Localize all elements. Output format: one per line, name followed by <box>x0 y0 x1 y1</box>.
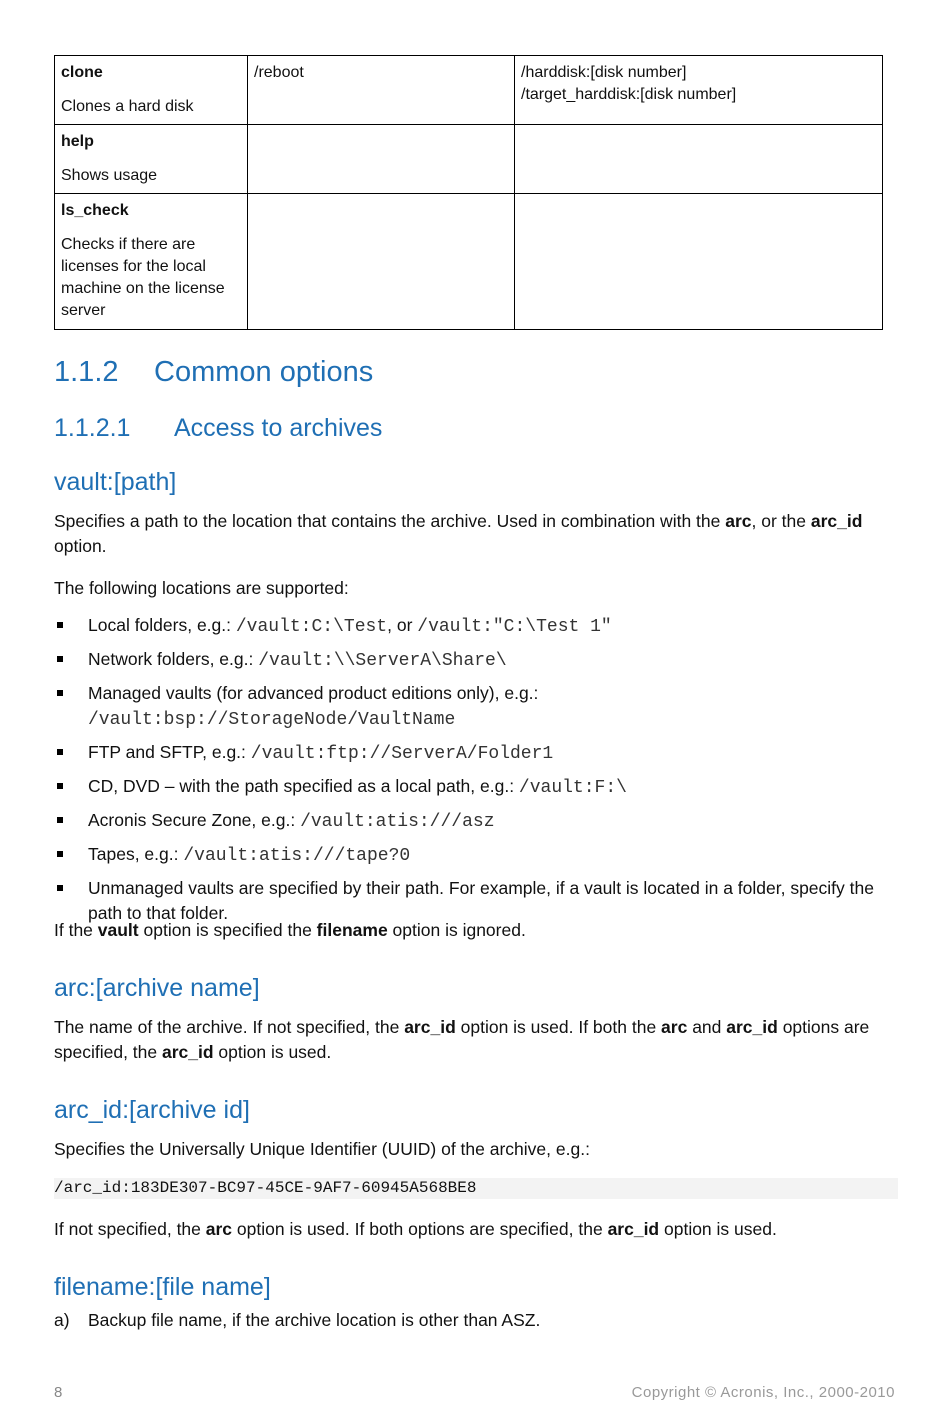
list-item: FTP and SFTP, e.g.: /vault:ftp://ServerA/Folder1 <box>54 740 894 767</box>
vault-description: Specifies a path to the location that contains the archive. Used in combination with the arc, or the arc_id option. <box>54 511 863 556</box>
item-label: a) <box>54 1310 70 1330</box>
table-row <box>55 194 883 330</box>
command-description: Clones a hard disk <box>61 98 194 115</box>
command-name: ls_check <box>61 202 129 219</box>
parameter-text: /reboot <box>254 64 304 81</box>
parameters-cell <box>248 56 515 125</box>
command-description: Checks if there are licenses for the local machine on the license server <box>61 236 225 319</box>
section-number: 1.1.2 <box>54 356 119 388</box>
arc-heading: arc:[archive name] <box>54 974 260 1002</box>
parameters-cell <box>248 125 515 194</box>
vault-heading: vault:[path] <box>54 468 177 496</box>
subsection-title: Access to archives <box>174 414 383 442</box>
list-item: CD, DVD – with the path specified as a local path, e.g.: /vault:F:\ <box>54 774 894 801</box>
list-item: Network folders, e.g.: /vault:\\ServerA\Share\ <box>54 647 894 674</box>
code-example: /arc_id:183DE307-BC97-45CE-9AF7-60945A568BE8 <box>54 1178 898 1199</box>
option-text: /harddisk:[disk number] <box>521 64 687 81</box>
arc-id-description: Specifies the Universally Unique Identifier (UUID) of the archive, e.g.: <box>54 1139 590 1159</box>
command-description: Shows usage <box>61 167 158 184</box>
command-name: help <box>61 133 94 150</box>
subsection-number: 1.1.2.1 <box>54 414 131 442</box>
list-item: Managed vaults (for advanced product editions only), e.g.: /vault:bsp://StorageNode/VaultName <box>54 681 894 733</box>
list-item: Unmanaged vaults are specified by their path. For example, if a vault is located in a folder, specify the path to that folder. <box>54 876 894 926</box>
subsection-heading <box>54 414 382 443</box>
locations-list <box>54 613 894 933</box>
filename-list-item <box>54 1308 540 1333</box>
table-row <box>55 125 883 194</box>
arc-description: The name of the archive. If not specified, the arc_id option is used. If both the arc and arc_id options are specified, the arc_id option is used. <box>54 1017 870 1062</box>
copyright-notice: Copyright © Acronis, Inc., 2000-2010 <box>631 1384 895 1401</box>
command-cell <box>55 194 248 330</box>
options-cell <box>515 56 883 125</box>
options-cell <box>515 125 883 194</box>
item-text: Backup file name, if the archive location is other than ASZ. <box>88 1310 541 1330</box>
option-text: /target_harddisk:[disk number] <box>521 86 737 103</box>
parameters-cell <box>248 194 515 330</box>
section-title: Common options <box>154 356 374 388</box>
command-cell <box>55 56 248 125</box>
list-item: Acronis Secure Zone, e.g.: /vault:atis:///asz <box>54 808 894 835</box>
list-item: Tapes, e.g.: /vault:atis:///tape?0 <box>54 842 894 869</box>
arc-id-heading: arc_id:[archive id] <box>54 1096 250 1124</box>
command-cell <box>55 125 248 194</box>
list-item: Local folders, e.g.: /vault:C:\Test, or /vault:"C:\Test 1" <box>54 613 894 640</box>
supported-locations-intro: The following locations are supported: <box>54 578 349 598</box>
filename-heading: filename:[file name] <box>54 1273 271 1301</box>
arc-id-note: If not specified, the arc option is used. If both options are specified, the arc_id option is used. <box>54 1219 777 1239</box>
section-heading <box>54 356 373 389</box>
vault-note: If the vault option is specified the filename option is ignored. <box>54 920 526 940</box>
options-cell <box>515 194 883 330</box>
page-number: 8 <box>54 1384 63 1401</box>
table-row <box>55 56 883 125</box>
command-name: clone <box>61 64 103 81</box>
commands-table <box>54 55 883 330</box>
